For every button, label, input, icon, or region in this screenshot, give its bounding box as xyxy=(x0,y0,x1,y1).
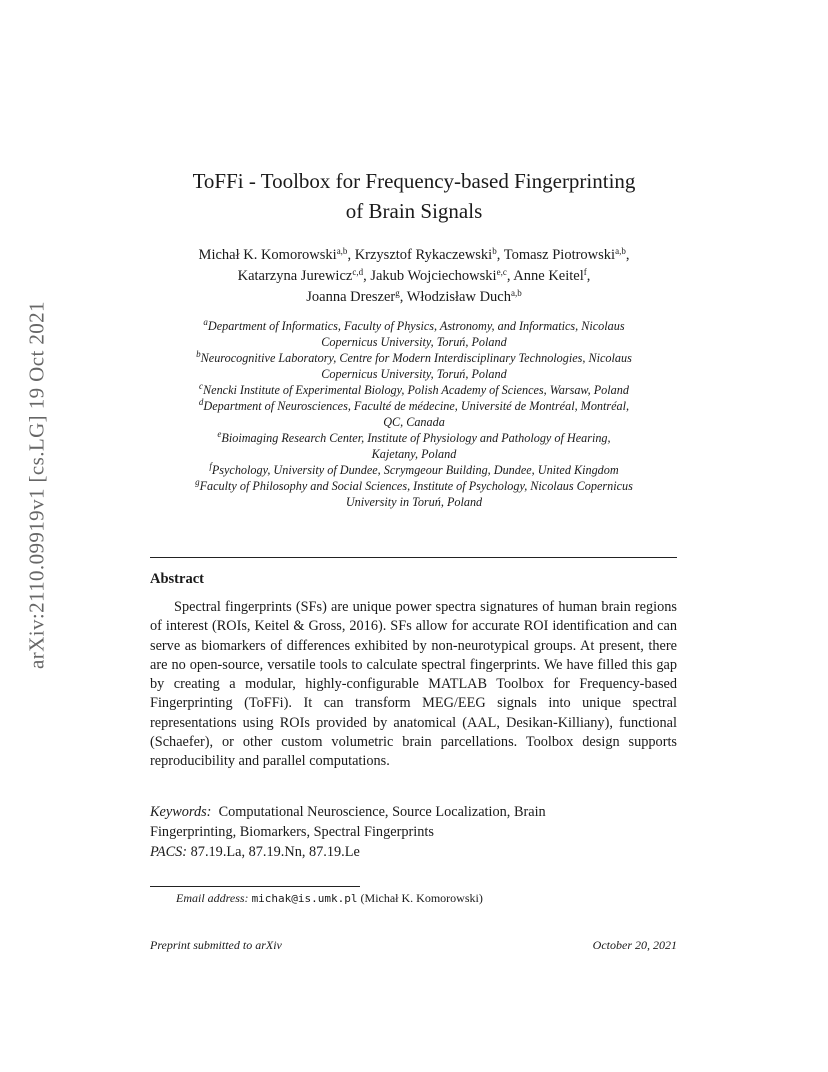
author-name: Tomasz Piotrowski xyxy=(503,247,616,263)
email-label: Email address: xyxy=(176,891,249,905)
abstract-divider xyxy=(150,557,677,558)
author-line-1: Michał K. Komorowski$^{a,b}$, Krzysztof Rykaczewski$^b$, Tomasz Piotrowski$^{a,b}$, xyxy=(198,246,630,263)
footnote-divider xyxy=(150,886,360,887)
affiliation-e xyxy=(150,430,678,462)
author-line-3: Joanna Dreszer$^g$, Włodzisław Duch$^{a,b}$ xyxy=(306,288,522,305)
affiliation-text-cont: Copernicus University, Toruń, Poland xyxy=(321,367,507,381)
affiliation-mark: g xyxy=(195,477,200,487)
keywords-line-1 xyxy=(150,803,677,823)
author-name: Krzysztof Rykaczewski xyxy=(354,247,493,263)
title-line-2: of Brain Signals xyxy=(345,199,483,223)
arxiv-identifier: arXiv:2110.09919v1 [cs.LG] 19 Oct 2021 xyxy=(24,301,49,669)
footnote xyxy=(176,891,483,906)
author-name: Katarzyna Jurewicz xyxy=(237,268,353,284)
abstract-body: Spectral fingerprints (SFs) are unique power spectra signatures of human brain regions of interest (ROIs, Keitel & Gross, 2016). SFs allow for accurate ROI identification and can serve as biomarkers of differences exhibited by non-neurotypical groups. At present, there are no open-source, versatile tools to calculate spectral fingerprints. We have filled this gap by creating a modular, highly-configurable MATLAB Toolbox for Frequency-based Fingerprinting (ToFFi). It can transform MEG/EEG signals into unique spectral representations using ROIs provided by anatomical (AAL, Desikan-Killiany), functional (Schaefer), or other custom volumetric brain parcellations. Toolbox design supports reproducibility and parallel computations. xyxy=(150,599,677,770)
affiliation-a xyxy=(150,318,678,350)
affiliation-text: Bioimaging Research Center, Institute of Physiology and Pathology of Hearing, xyxy=(221,431,611,445)
affiliation-mark: a xyxy=(203,317,208,327)
author-affiliation-mark: a,b xyxy=(511,288,522,298)
author-line-2: Katarzyna Jurewicz$^{c,d}$, Jakub Wojciechowski$^{e,c}$, Anne Keitel$^f$, xyxy=(237,267,591,284)
affiliation-d xyxy=(150,398,678,430)
affiliation-text: Neurocognitive Laboratory, Centre for Modern Interdisciplinary Technologies, Nicolaus xyxy=(200,351,632,365)
keywords-label: Keywords: xyxy=(150,804,212,820)
affiliation-text-cont: QC, Canada xyxy=(383,415,445,429)
affiliation-text: Faculty of Philosophy and Social Sciences, Institute of Psychology, Nicolaus Copernicus xyxy=(199,479,633,493)
author-affiliation-mark: b xyxy=(492,246,497,256)
author-name: Anne Keitel xyxy=(513,268,584,284)
affiliation-text: Department of Neurosciences, Faculté de médecine, Université de Montréal, Montréal, xyxy=(203,399,630,413)
submission-date: October 20, 2021 xyxy=(592,938,677,952)
title-line-1: ToFFi - Toolbox for Frequency-based Fingerprinting xyxy=(192,169,636,193)
author-name: Joanna Dreszer xyxy=(306,289,396,305)
affiliation-mark: c xyxy=(199,381,204,391)
affiliation-text-cont: University in Toruń, Poland xyxy=(345,495,483,509)
pacs-codes: 87.19.La, 87.19.Nn, 87.19.Le xyxy=(190,844,360,860)
affiliation-g xyxy=(150,478,678,510)
affiliation-text-cont: Copernicus University, Toruń, Poland xyxy=(321,335,507,349)
author-name: Jakub Wojciechowski xyxy=(370,268,497,284)
email-owner: (Michał K. Komorowski) xyxy=(360,891,483,905)
affiliation-mark: e xyxy=(217,429,222,439)
preprint-note: Preprint submitted to arXiv xyxy=(150,938,282,952)
author-affiliation-mark: c,d xyxy=(352,267,364,277)
author-name: Michał K. Komorowski xyxy=(198,247,337,263)
affiliation-c xyxy=(150,382,678,398)
arxiv-sidebar xyxy=(14,290,60,680)
affiliation-mark: b xyxy=(196,349,201,359)
keywords-text: Computational Neuroscience, Source Localization, Brain xyxy=(218,804,546,820)
affiliation-text: Nencki Institute of Experimental Biology, Polish Academy of Sciences, Warsaw, Poland xyxy=(203,383,629,397)
email-link[interactable]: michak@is.umk.pl xyxy=(251,892,358,905)
abstract-heading: Abstract xyxy=(150,571,204,587)
paper-title xyxy=(150,166,678,226)
pacs-label: PACS: xyxy=(150,844,188,860)
author-affiliation-mark: e,c xyxy=(496,267,507,277)
author-affiliation-mark: f xyxy=(583,267,587,277)
author-affiliation-mark: a,b xyxy=(336,246,348,256)
author-affiliation-mark: g xyxy=(395,288,400,298)
author-affiliation-mark: a,b xyxy=(615,246,626,256)
affiliation-text: Psychology, University of Dundee, Scrymgeour Building, Dundee, United Kingdom xyxy=(211,463,619,477)
keywords-line-2: Fingerprinting, Biomarkers, Spectral Fingerprints xyxy=(150,824,434,840)
affiliation-f xyxy=(150,462,678,478)
affiliation-mark: d xyxy=(198,397,204,407)
affiliation-mark: f xyxy=(209,461,212,471)
author-name: Włodzisław Duch xyxy=(406,289,511,305)
affiliation-b xyxy=(150,350,678,382)
affiliation-text: Department of Informatics, Faculty of Physics, Astronomy, and Informatics, Nicolaus xyxy=(207,319,625,333)
affiliation-text-cont: Kajetany, Poland xyxy=(371,447,457,461)
pacs-line xyxy=(150,843,677,863)
